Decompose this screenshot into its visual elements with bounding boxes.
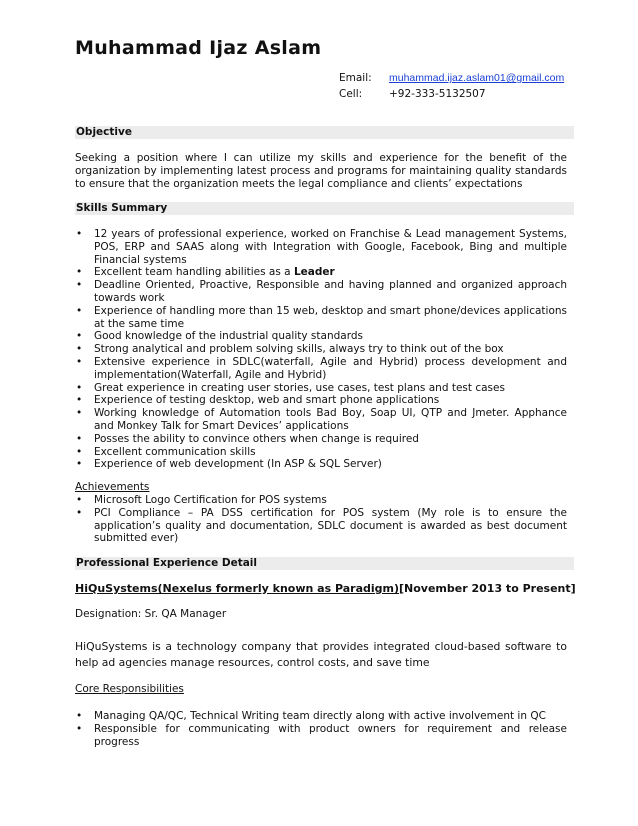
list-item (75, 228, 567, 266)
list-item-text: Good knowledge of the industrial quality standards (94, 330, 363, 343)
list-item-text: Managing QA/QC, Technical Writing team directly along with active involvement in QC (94, 710, 546, 722)
cell-label: Cell: (339, 88, 363, 100)
bullet-icon: • (76, 494, 83, 506)
bullet-icon: • (76, 343, 83, 356)
list-item-text: Strong analytical and problem solving skills, always try to think out of the box (94, 343, 504, 356)
objective-text: Seeking a position where I can utilize my skills and experience for the benefit of the organization by implementing latest process and programs for maintaining quality standards to ensure that the organization meets the legal compliance and clients’ expectations (75, 152, 567, 190)
list-item (75, 382, 567, 395)
list-item (75, 343, 567, 356)
list-item-text: Excellent communication skills (94, 445, 256, 458)
bullet-icon: • (76, 722, 83, 735)
core-responsibilities-heading: Core Responsibilities (75, 683, 184, 695)
job-period: [November 2013 to Present] (399, 582, 576, 595)
skills-list (75, 228, 567, 471)
bullet-icon: • (76, 458, 83, 471)
list-item (75, 507, 567, 545)
email-label: Email: (339, 72, 372, 84)
bullet-icon: • (76, 279, 83, 292)
email-link[interactable]: muhammad.ijaz.aslam01@gmail.com (389, 72, 565, 84)
objective-heading: Objective (75, 126, 574, 139)
list-item-text: Working knowledge of Automation tools Bad Boy, Soap UI, QTP and Jmeter. Apphance and Monkey Talk for Smart Devices’ applications (94, 407, 567, 432)
bullet-icon: • (76, 506, 83, 519)
bullet-icon: • (76, 432, 83, 445)
experience-heading: Professional Experience Detail (75, 557, 574, 570)
bullet-icon: • (76, 330, 83, 343)
bullet-icon: • (76, 381, 83, 394)
achievements-heading: Achievements (75, 481, 150, 493)
cell-value: +92-333-5132507 (389, 88, 486, 100)
list-item-text: PCI Compliance – PA DSS certification for POS system (My role is to ensure the application’s quality and documentation, SDLC document is awarded as best document submitted ever) (94, 506, 567, 545)
candidate-name: Muhammad Ijaz Aslam (75, 37, 322, 59)
company-description: HiQuSystems is a technology company that provides integrated cloud-based software to help ad agencies manage resources, control costs, and save time (75, 640, 567, 669)
bullet-icon: • (76, 228, 83, 240)
list-item (75, 266, 567, 279)
list-item (75, 407, 567, 433)
list-item (75, 356, 567, 382)
list-item (75, 305, 567, 331)
list-item-text: Deadline Oriented, Proactive, Responsible and having planned and organized approach towards work (94, 279, 567, 304)
bullet-icon: • (76, 394, 83, 407)
bullet-icon: • (76, 266, 83, 279)
list-item-text: 12 years of professional experience, worked on Franchise & Lead management Systems, POS, ERP and SAAS along with Integration with Google, Facebook, Bing and multiple Financial systems (94, 228, 567, 266)
list-item (75, 723, 567, 749)
core-responsibilities-list (75, 710, 567, 748)
list-item-text: Great experience in creating user stories, use cases, test plans and test cases (94, 381, 505, 394)
list-item (75, 494, 567, 507)
list-item (75, 279, 567, 305)
list-item (75, 446, 567, 459)
bullet-icon: • (76, 710, 83, 722)
list-item-text: Experience of web development (In ASP & SQL Server) (94, 458, 382, 471)
company-name: HiQuSystems(Nexelus formerly known as Paradigm) (75, 582, 400, 595)
list-item-text: Posses the ability to convince others when change is required (94, 432, 419, 445)
list-item (75, 394, 567, 407)
bullet-icon: • (76, 445, 83, 458)
list-item-text: Responsible for communicating with product owners for requirement and release progress (94, 722, 567, 748)
job-title-line (75, 582, 576, 595)
skills-heading: Skills Summary (75, 202, 574, 215)
bullet-icon: • (76, 407, 83, 420)
list-item-emphasis: Leader (293, 266, 335, 279)
list-item-text: Experience of handling more than 15 web, desktop and smart phone/devices applications at the same time (94, 304, 567, 330)
list-item-text: Microsoft Logo Certification for POS systems (94, 494, 327, 506)
list-item-text: Excellent team handling abilities as a (94, 266, 294, 279)
list-item (75, 458, 567, 471)
bullet-icon: • (76, 304, 83, 317)
contact-block (339, 70, 564, 102)
list-item (75, 433, 567, 446)
list-item (75, 330, 567, 343)
bullet-icon: • (76, 355, 83, 368)
achievements-list (75, 494, 567, 545)
list-item (75, 710, 567, 723)
list-item-text: Extensive experience in SDLC(waterfall, Agile and Hybrid) process development and implementation(Waterfall, Agile and Hybrid) (94, 355, 567, 381)
designation: Designation: Sr. QA Manager (75, 608, 227, 620)
list-item-text: Experience of testing desktop, web and smart phone applications (94, 394, 440, 407)
